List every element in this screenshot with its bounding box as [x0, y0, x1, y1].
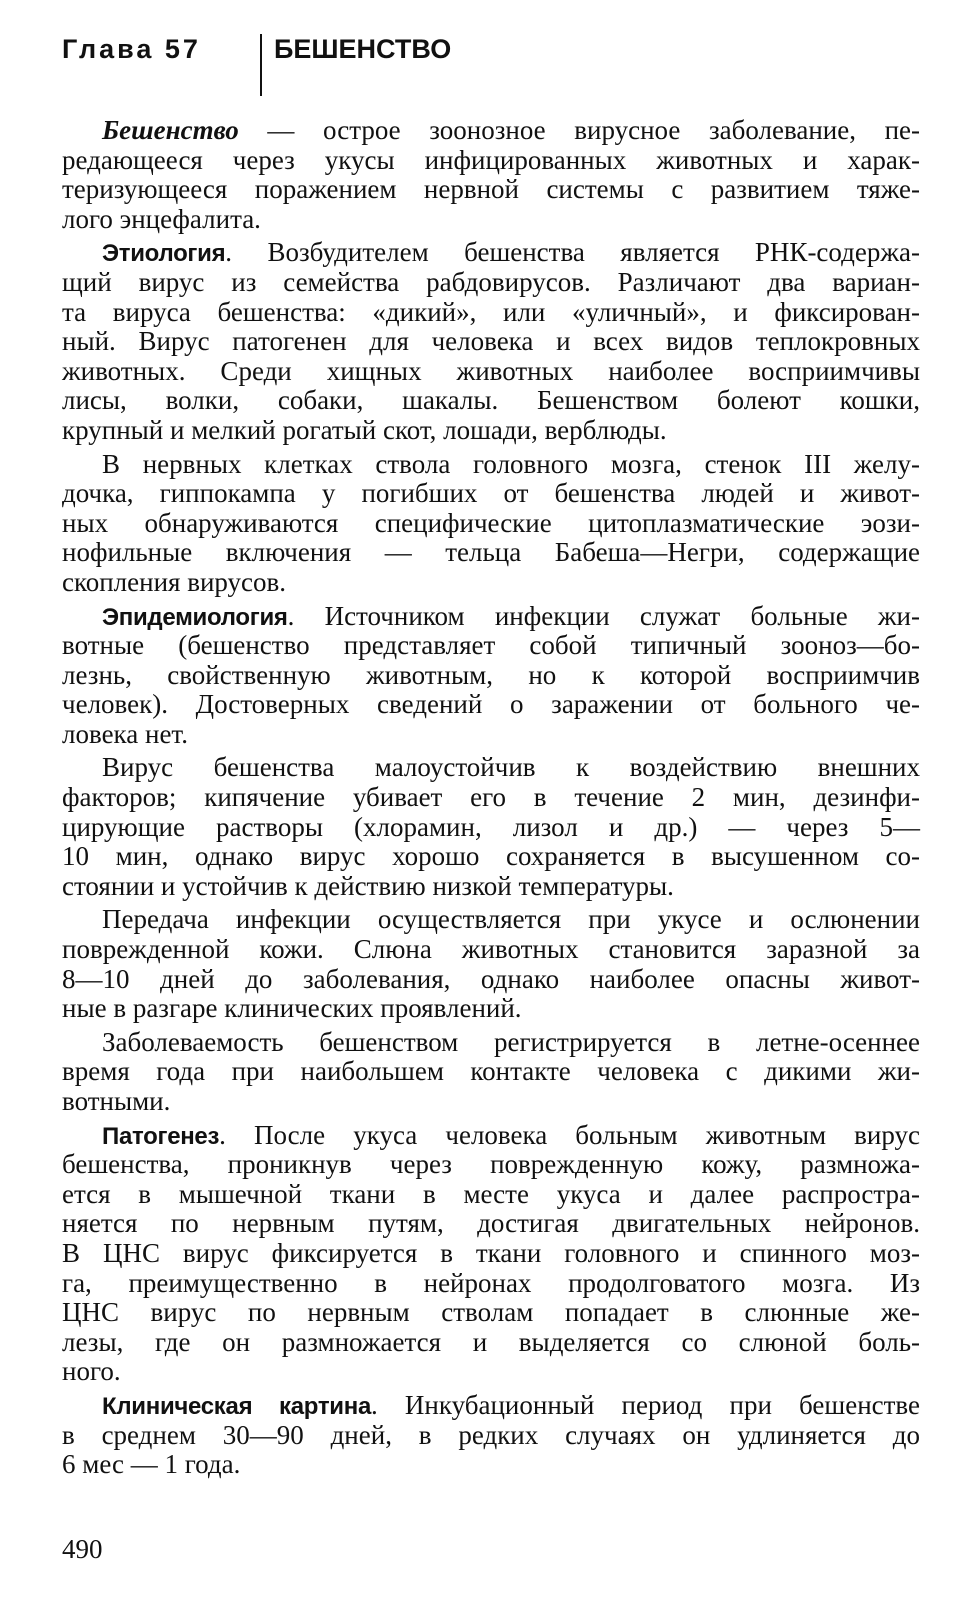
text-line [62, 965, 920, 995]
text-line [62, 1239, 920, 1269]
text-line [62, 175, 920, 205]
paragraph [62, 905, 920, 1023]
page-number: 490 [62, 1534, 103, 1564]
text-line [62, 720, 920, 750]
line-text: нофильные включения — тельца Бабеша—Негри, содержащие [62, 537, 920, 568]
section-term: Этиология [102, 240, 226, 268]
line-text: вотные (бешенство представляет собой типичный зооноз—бо- [62, 630, 920, 661]
line-text: цирующие растворы (хлорамин, лизол и др.) — через 5— [62, 811, 920, 842]
text-line [62, 1028, 920, 1058]
text-line [62, 298, 920, 328]
line-text: дочка, гиппокампа у погибших от бешенства людей и живот- [62, 478, 920, 509]
text-line [62, 238, 920, 268]
text-line [62, 661, 920, 691]
text-line [62, 1150, 920, 1180]
text-line [62, 327, 920, 357]
line-text: — острое зоонозное вирусное заболевание, пе- [238, 115, 920, 145]
line-text: бешенства, проникнув через поврежденную кожу, размножа- [62, 1149, 920, 1180]
chapter-title: БЕШЕНСТВО [274, 34, 452, 64]
text-line [62, 268, 920, 298]
text-line [62, 205, 920, 235]
chapter-body [62, 116, 920, 1484]
line-text: скопления вирусов. [62, 566, 287, 597]
paragraph [62, 1121, 920, 1387]
line-text: Вирус бешенства малоустойчив к воздействию внешних [102, 752, 920, 783]
paragraph [62, 238, 920, 445]
text-line [62, 1298, 920, 1328]
chapter-header [62, 28, 922, 98]
line-text: ловека нет. [62, 718, 188, 749]
text-line [62, 509, 920, 539]
text-line [62, 1450, 920, 1480]
line-text: ных обнаруживаются специфические цитоплазматические эози- [62, 507, 920, 538]
text-line [62, 538, 920, 568]
text-line [62, 905, 920, 935]
section-term: Эпидемиология [102, 603, 288, 631]
text-line [62, 994, 920, 1024]
line-text: животных. Среди хищных животных наиболее восприимчивы [62, 355, 920, 386]
paragraph [62, 450, 920, 598]
line-text: няется по нервным путям, достигая двигательных нейронов. [62, 1208, 920, 1239]
line-text: В ЦНС вирус фиксируется в ткани головного и спинного моз- [62, 1237, 920, 1268]
line-text: лисы, волки, собаки, шакалы. Бешенством болеют кошки, [62, 385, 920, 416]
text-line [62, 602, 920, 632]
text-line [62, 1087, 920, 1117]
text-line [62, 1180, 920, 1210]
text-line [62, 1121, 920, 1151]
text-line [62, 146, 920, 176]
header-divider [260, 34, 262, 96]
paragraph [62, 602, 920, 750]
text-line [62, 783, 920, 813]
paragraph [62, 1391, 920, 1480]
text-line [62, 1357, 920, 1387]
text-line [62, 116, 920, 146]
line-text: 8—10 дней до заболевания, однако наиболее опасны живот- [62, 963, 920, 994]
line-text: теризующееся поражением нервной системы с развитием тяже- [62, 174, 920, 205]
line-text: вотными. [62, 1086, 171, 1116]
text-line [62, 1209, 920, 1239]
line-text: 6 мес — 1 года. [62, 1449, 241, 1480]
line-text: В нервных клетках ствола головного мозга, стенок III желу- [102, 448, 920, 479]
text-line [62, 1421, 920, 1451]
chapter-number: Глава 57 [62, 34, 201, 64]
section-term: Патогенез [102, 1122, 220, 1150]
line-text: человек). Достоверных сведений о заражении от больного че- [62, 689, 920, 720]
line-text: га, преимущественно в нейронах продолговатого мозга. Из [62, 1267, 920, 1298]
text-line [62, 813, 920, 843]
line-text: редающееся через укусы инфицированных животных и харак- [62, 144, 920, 175]
text-line [62, 450, 920, 480]
text-line [62, 1057, 920, 1087]
section-term: Клиническая картина [102, 1392, 372, 1420]
section-term: Бешенство [102, 115, 239, 145]
line-text: Заболеваемость бешенством регистрируется в летне-осеннее [102, 1026, 920, 1057]
text-line [62, 568, 920, 598]
text-line [62, 631, 920, 661]
line-text: щий вирус из семейства рабдовирусов. Различают два вариан- [62, 266, 920, 297]
line-text: . Возбудителем бешенства является РНК-содержа- [225, 237, 920, 268]
line-text: факторов; кипячение убивает его в течение 2 мин, дезинфи- [62, 782, 920, 813]
line-text: 10 мин, однако вирус хорошо сохраняется в высушенном со- [62, 841, 920, 872]
line-text: ется в мышечной ткани в месте укуса и далее распростра- [62, 1178, 920, 1209]
line-text: . Источником инфекции служат больные жи- [287, 600, 920, 631]
line-text: в среднем 30—90 дней, в редких случаях он удлиняется до [62, 1419, 920, 1450]
line-text: время года при наибольшем контакте человека с дикими жи- [62, 1056, 920, 1087]
text-line [62, 935, 920, 965]
paragraph [62, 1028, 920, 1117]
text-line [62, 842, 920, 872]
line-text: стоянии и устойчив к действию низкой температуры. [62, 870, 674, 901]
line-text: крупный и мелкий рогатый скот, лошади, верблюды. [62, 414, 667, 445]
paragraph [62, 116, 920, 234]
line-text: ные в разгаре клинических проявлений. [62, 993, 522, 1024]
line-text: лезнь, свойственную животным, но к которой восприимчив [62, 659, 920, 690]
line-text: поврежденной кожи. Слюна животных становится заразной за [62, 934, 920, 965]
line-text: ный. Вирус патогенен для человека и всех видов теплокровных [62, 326, 920, 357]
text-line [62, 690, 920, 720]
text-line [62, 1391, 920, 1421]
line-text: ЦНС вирус по нервным стволам попадает в слюнные же- [62, 1297, 920, 1328]
line-text: та вируса бешенства: «дикий», или «уличный», и фиксирован- [62, 296, 920, 327]
text-line [62, 386, 920, 416]
text-line [62, 1269, 920, 1299]
line-text: . Инкубационный период при бешенстве [371, 1389, 920, 1420]
line-text: лого энцефалита. [62, 203, 261, 234]
text-line [62, 416, 920, 446]
line-text: Передача инфекции осуществляется при укусе и ослюнении [102, 904, 920, 935]
line-text: . После укуса человека больным животным вирус [219, 1119, 920, 1150]
text-line [62, 1328, 920, 1358]
line-text: ного. [62, 1356, 121, 1387]
text-line [62, 357, 920, 387]
paragraph [62, 753, 920, 901]
line-text: лезы, где он размножается и выделяется со слюной боль- [62, 1326, 920, 1357]
text-line [62, 872, 920, 902]
text-line [62, 753, 920, 783]
text-line [62, 479, 920, 509]
